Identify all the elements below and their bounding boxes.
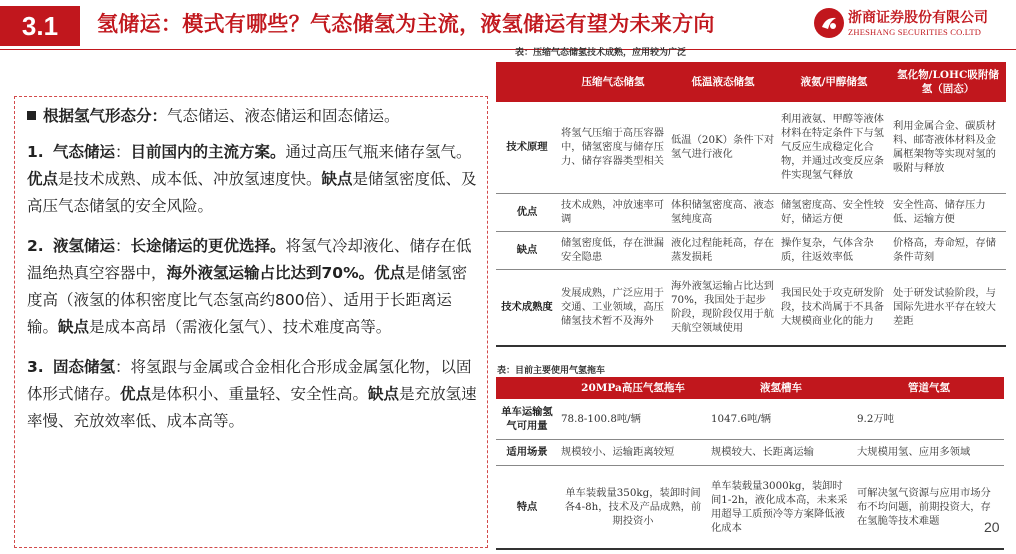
- header-cell: [496, 62, 558, 102]
- pro-text: 是储氢密度高（液氢的体积密度比气态氢高约800倍）、适用于长距离运输。: [27, 264, 468, 336]
- table2-caption: 表：目前主要使用气氢拖车: [497, 366, 606, 376]
- con-label: 缺点: [58, 318, 90, 336]
- page-number: 20: [984, 519, 1000, 535]
- table-cell: 9.2万吨: [854, 399, 1004, 439]
- company-logo: [814, 4, 1014, 42]
- con-text: 是储氢密度低、及高压气态储氢的安全风险。: [27, 170, 477, 215]
- page-title: 氢储运：模式有哪些？气态储氢为主流，液氢储运有望为未来方向: [97, 12, 715, 36]
- table-cell: 将氢气压缩于高压容器中，储氢密度与储存压力、储存容器类型相关: [558, 102, 668, 193]
- pro-label: 优点: [120, 385, 152, 403]
- item-emphasis: 海外液氢运输占比达到70%。: [166, 264, 375, 282]
- table-row: [496, 269, 1006, 346]
- item-number: 2.: [27, 237, 44, 255]
- storage-comparison-table: [496, 62, 1006, 347]
- con-label: 缺点: [321, 170, 353, 188]
- table-header-row: [496, 62, 1006, 102]
- item-head: 液氢储运: [53, 237, 116, 255]
- con-text: 是成本高昂（需液化氢气）、技术难度高等。: [89, 318, 392, 336]
- item-head: 气态储运: [53, 143, 116, 161]
- header-cell: 低温液态储氢: [668, 62, 778, 102]
- table-cell: 安全性高、储存压力低、运输方便: [890, 193, 1006, 231]
- item-text: 将氢气冷却液化、储存在低温绝热真空容器中，: [27, 237, 472, 282]
- header-cell: 管道气氢: [854, 377, 1004, 399]
- pro-text: 是技术成熟、成本低、冲放氢速度快。: [58, 170, 322, 188]
- table-row: [496, 193, 1006, 231]
- table-cell: 低温（20K）条件下对氢气进行液化: [668, 102, 778, 193]
- item-text: 通过高压气瓶来储存氢气。: [285, 143, 472, 161]
- summary-box: [14, 96, 488, 548]
- table-cell: 发展成熟，广泛应用于交通、工业领域，高压储氢技术暂不及海外: [558, 269, 668, 346]
- table-cell: 液化过程能耗高，存在蒸发损耗: [668, 231, 778, 269]
- table-cell: 1047.6吨/辆: [708, 399, 854, 439]
- header-cell: [496, 377, 558, 399]
- item-highlight: 长途储运的更优选择。: [130, 237, 286, 255]
- item-solid-storage: [27, 354, 477, 435]
- table-cell: 处于研发试验阶段，与国际先进水平存在较大差距: [890, 269, 1006, 346]
- intro-line: [27, 103, 477, 130]
- item-colon: ：: [115, 143, 131, 161]
- intro-bold: 根据氢气形态分：: [43, 107, 168, 125]
- header-divider: [0, 49, 1016, 50]
- table-header-row: [496, 377, 1004, 399]
- pro-text: 是体积小、重量轻、安全性高。: [151, 385, 369, 403]
- table-cell: 价格高，寿命短，存储条件苛刻: [890, 231, 1006, 269]
- pro-label: 优点: [374, 264, 406, 282]
- table-cell: 操作复杂，气体含杂质，往返效率低: [778, 231, 890, 269]
- item-text: ：将氢跟与金属或合金相化合形成金属氢化物，以固体形式储存。: [27, 358, 472, 403]
- intro-text: 气态储运、液态储运和固态储运。: [167, 107, 400, 125]
- table-row: [496, 439, 1004, 465]
- row-label: 特点: [496, 465, 558, 549]
- table-cell: 储氢密度低，存在泄漏安全隐患: [558, 231, 668, 269]
- table-row: [496, 399, 1004, 439]
- item-colon: ：: [115, 237, 131, 255]
- table-cell: 规模较小、运输距离较短: [558, 439, 708, 465]
- hydrogen-transport-table: [496, 377, 1004, 550]
- item-liquid-storage: [27, 233, 477, 341]
- table-cell: 大规模用氢、应用多领域: [854, 439, 1004, 465]
- header-cell: 液氢槽车: [708, 377, 854, 399]
- item-head: 固态储氢: [53, 358, 116, 376]
- row-label: 缺点: [496, 231, 558, 269]
- header-cell: 20MPa高压气氢拖车: [558, 377, 708, 399]
- logo-company-name-en: ZHESHANG SECURITIES CO.LTD: [848, 27, 982, 37]
- table-cell: 单车装载量350kg，装卸时间各4-8h，技术及产品成熟，前期投资小: [558, 465, 708, 549]
- table-cell: 海外液氢运输占比达到70%，我国处于起步阶段，现阶段仅用于航天航空领域使用: [668, 269, 778, 346]
- table-cell: 储氢密度高、安全性较好，储运方便: [778, 193, 890, 231]
- con-label: 缺点: [368, 385, 400, 403]
- logo-mark-icon: [814, 8, 844, 38]
- pro-label: 优点: [27, 170, 59, 188]
- table-row: [496, 465, 1004, 549]
- table-cell: 单车装载量3000kg，装卸时间1-2h，液化成本高，未来采用超导工质预冷等方案降低液化成本: [708, 465, 854, 549]
- table-cell: 78.8-100.8吨/辆: [558, 399, 708, 439]
- item-gas-storage: [27, 139, 477, 220]
- bullet-square-icon: [27, 111, 36, 120]
- item-number: 1.: [27, 143, 44, 161]
- table-cell: 利用金属合金、碳质材料、邮寄液体材料及金属框架物等实现对氢的吸附与释放: [890, 102, 1006, 193]
- row-label: 技术原理: [496, 102, 558, 193]
- table-row: [496, 102, 1006, 193]
- table-cell: 可解决氢气资源与应用市场分布不均问题，前期投资大，存在氢脆等技术难题: [854, 465, 1004, 549]
- table-cell: 规模较大、长距离运输: [708, 439, 854, 465]
- item-number: 3.: [27, 358, 44, 376]
- header-cell: 压缩气态储氢: [558, 62, 668, 102]
- table-cell: 体积储氢密度高、液态氢纯度高: [668, 193, 778, 231]
- logo-company-name: 浙商证券股份有限公司: [848, 10, 988, 26]
- table-cell: 利用液氨、甲醇等液体材料在特定条件下与氢气反应生成稳定化合物，并通过改变反应条件实现氢气释放: [778, 102, 890, 193]
- table-cell: 技术成熟，冲放速率可调: [558, 193, 668, 231]
- table1-caption: 表：压缩气态储氢技术成熟，应用较为广泛: [515, 48, 687, 58]
- con-text: 是充放氢速率慢、充放效率低、成本高等。: [27, 385, 477, 430]
- row-label: 技术成熟度: [496, 269, 558, 346]
- row-label: 优点: [496, 193, 558, 231]
- row-label: 单车运输氢气可用量: [496, 399, 558, 439]
- header-cell: 氢化物/LOHC吸附储氢（固态）: [890, 62, 1006, 102]
- row-label: 适用场景: [496, 439, 558, 465]
- section-number: 3.1: [0, 6, 80, 46]
- table-cell: 我国民处于攻克研发阶段，技术尚属于不具备大规模商业化的能力: [778, 269, 890, 346]
- header-cell: 液氨/甲醇储氢: [778, 62, 890, 102]
- item-highlight: 目前国内的主流方案。: [130, 143, 286, 161]
- table-row: [496, 231, 1006, 269]
